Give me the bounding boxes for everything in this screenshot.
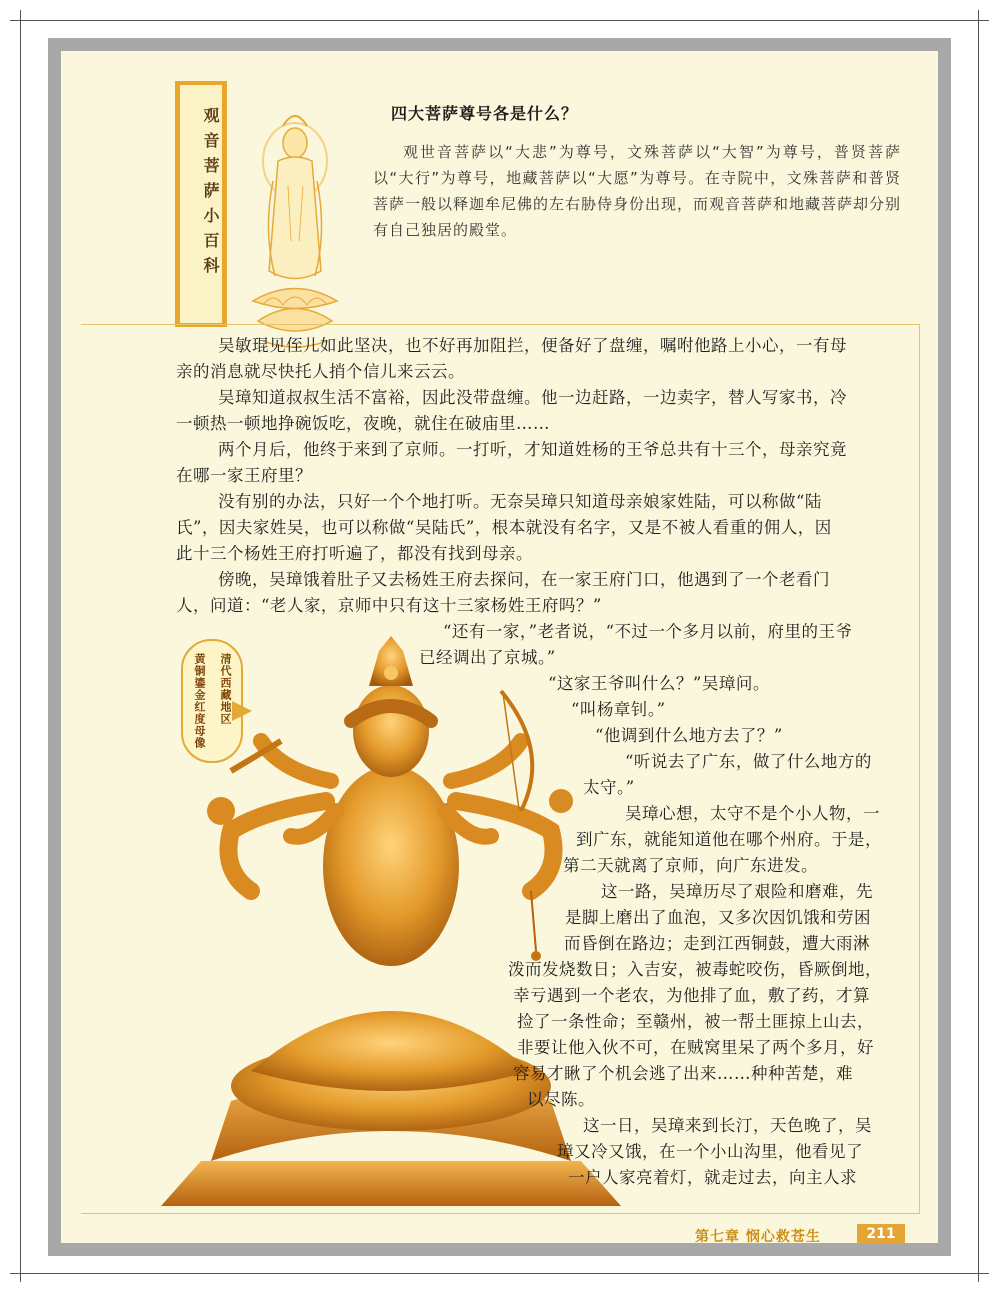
page-number: 211: [857, 1224, 905, 1244]
story-line: 这一路，吴璋历尽了艰险和磨难，先: [601, 882, 873, 901]
story-line: 容易才瞅了个机会逃了出来……种种苦楚，难: [513, 1064, 853, 1083]
story-line: 幸亏遇到一个老农，为他排了血，敷了药，才算: [513, 986, 870, 1005]
frame-bottom-line: [10, 1273, 989, 1274]
story-line: 非要让他入伙不可，在贼窝里呆了两个多月，好: [517, 1038, 874, 1057]
story-line: 太守。”: [583, 778, 635, 797]
story-line: 而昏倒在路边；走到江西铜鼓，遭大雨淋: [564, 934, 870, 953]
chapter-title: 第七章 悯心救苍生: [695, 1229, 821, 1245]
book-page: [48, 38, 951, 1256]
story-line: “这家王爷叫什么？”吴璋问。: [548, 674, 770, 693]
story-line: 一顿热一顿地挣碗饭吃，夜晚，就住在破庙里……: [176, 414, 550, 433]
story-line: “叫杨章钊。”: [571, 700, 666, 719]
story-line: 此十三个杨姓王府打听遍了，都没有找到母亲。: [176, 544, 533, 563]
story-line: 璋又冷又饿，在一个小山沟里，他看见了: [557, 1142, 863, 1161]
story-line: 泼而发烧数日；入吉安，被毒蛇咬伤，昏厥倒地，: [508, 960, 882, 979]
frame-left-line: [20, 10, 21, 1282]
story-line: 第二天就离了京师，向广东进发。: [563, 856, 818, 875]
frame-top-line: [10, 20, 989, 21]
story-line: 已经调出了京城。”: [419, 648, 556, 667]
caption-bubble-tail: [232, 701, 252, 721]
encyclopedia-sidebar: [175, 85, 227, 323]
story-line: 这一日，吴璋来到长汀，天色晚了，吴: [583, 1116, 872, 1135]
story-line: 两个月后，他终于来到了京师。一打听，才知道姓杨的王爷总共有十三个，母亲究竟: [218, 440, 847, 459]
story-line: 在哪一家王府里？: [176, 466, 312, 485]
story-line: 捡了一条性命；至赣州，被一帮土匪掠上山去，: [517, 1012, 874, 1031]
story-line: 亲的消息就尽快托人捎个信儿来云云。: [176, 362, 465, 381]
story-line: 是脚上磨出了血泡，又多次因饥饿和劳困: [565, 908, 871, 927]
caption-line-object: 黄铜鎏金红度母像: [193, 653, 206, 749]
frame-right-line: [978, 10, 979, 1282]
story-line: 一户人家亮着灯，就走过去，向主人求: [568, 1168, 857, 1187]
story-line: 没有别的办法，只好一个个地打听。无奈吴璋只知道母亲娘家姓陆，可以称做“陆: [218, 492, 822, 511]
page-inner: [61, 51, 938, 1243]
story-line: 吴璋心想，太守不是个小人物，一: [625, 804, 880, 823]
sidebar-title: 观音菩萨小百科: [201, 107, 220, 282]
story-line: 氏”，因夫家姓吴，也可以称做“吴陆氏”，根本就没有名字，又是不被人看重的佣人，因: [176, 518, 832, 537]
story-line: 人，问道：“老人家，京师中只有这十三家杨姓王府吗？”: [176, 596, 602, 615]
story-line: 傍晚，吴璋饿着肚子又去杨姓王府去探问，在一家王府门口，他遇到了一个老看门: [218, 570, 830, 589]
story-line: 吴璋知道叔叔生活不富裕，因此没带盘缠。他一边赶路，一边卖字，替人写家书，冷: [218, 388, 847, 407]
guanyin-line-drawing: [233, 91, 363, 361]
question-answer: 观世音菩萨以“大悲”为尊号，文殊菩萨以“大智”为尊号，普贤菩萨以“大行”为尊号，地藏菩萨以“大愿”为尊号。在寺院中，文殊菩萨和普贤菩萨一般以释迦牟尼佛的左右胁侍身份出现，而观音菩萨和地藏菩萨却分别有自己独居的殿堂。: [373, 143, 902, 239]
story-line: “还有一家，”老者说，“不过一个多月以前，府里的王爷: [443, 622, 853, 641]
story-line: 吴敏琨见侄儿如此坚决，也不好再加阻拦，便备好了盘缠，嘱咐他路上小心，一有母: [218, 336, 847, 355]
story-line: “他调到什么地方去了？”: [595, 726, 783, 745]
story-line: 以尽陈。: [527, 1090, 595, 1109]
caption-line-era: 清代西藏地区: [219, 653, 232, 725]
question-title: 四大菩萨尊号各是什么？: [391, 104, 579, 123]
story-line: 到广东，就能知道他在哪个州府。于是，: [576, 830, 882, 849]
story-line: “听说去了广东，做了什么地方的: [625, 752, 872, 771]
